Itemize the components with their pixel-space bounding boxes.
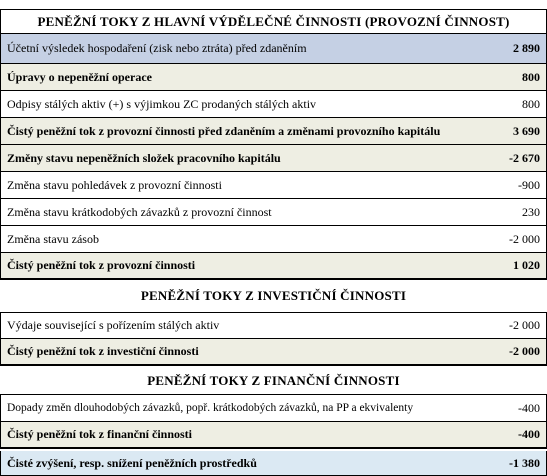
row-zmeny-pracovniho-kapitalu <box>0 145 547 172</box>
row-label: Čistý peněžní tok z investiční činnosti <box>7 344 199 358</box>
row-label: Čistý peněžní tok z provozní činnosti <box>7 258 196 272</box>
section-header-financni <box>0 367 547 394</box>
row-odpisy <box>0 91 547 118</box>
row-zmena-zavazku <box>0 199 547 226</box>
row-value: 1 020 <box>513 258 540 272</box>
section-title-provozni: PENĚŽNÍ TOKY Z HLAVNÍ VÝDĚLEČNÉ ČINNOSTI (PROVOZNÍ ČINNOST) <box>37 13 510 29</box>
row-label: Dopady změn dlouhodobých závazků, popř. krátkodobých závazků, na PP a ekvivalenty <box>7 402 414 414</box>
section-title-investicni: PENĚŽNÍ TOKY Z INVESTIČNÍ ČINNOSTI <box>140 288 407 303</box>
section-header-investicni <box>0 282 547 310</box>
row-value: -1 380 <box>509 455 540 470</box>
row-cisty-tok-provozni <box>0 253 547 280</box>
row-value: -2 000 <box>509 231 540 246</box>
row-value: -900 <box>518 177 540 192</box>
row-value: 800 <box>522 96 540 111</box>
row-value: -400 <box>518 400 540 415</box>
row-label: Výdaje související s pořízením stálých aktiv <box>7 318 220 332</box>
row-ciste-zvyseni-snizeni <box>0 451 547 476</box>
row-vysledek-hospodareni <box>0 34 547 64</box>
row-value: 800 <box>522 69 540 84</box>
row-value: -2 000 <box>509 344 540 358</box>
row-label: Změna stavu krátkodobých závazků z provozní činnost <box>7 204 272 219</box>
row-label: Změna stavu zásob <box>7 231 99 246</box>
row-label: Účetní výsledek hospodaření (zisk nebo ztráta) před zdaněním <box>7 41 307 55</box>
section-header-provozni <box>0 9 547 34</box>
row-label: Odpisy stálých aktiv (+) s výjimkou ZC prodaných stálých aktiv <box>7 96 317 111</box>
row-label: Změny stavu nepeněžních složek pracovního kapitálu <box>7 150 281 165</box>
row-value: 3 690 <box>513 123 540 138</box>
row-label: Čistý peněžní tok z finanční činnosti <box>7 427 193 441</box>
row-label: Změna stavu pohledávek z provozní činnosti <box>7 177 222 192</box>
row-cisty-tok-financni <box>0 422 547 449</box>
row-zmena-zasob <box>0 226 547 253</box>
row-label: Čistý peněžní tok z provozní činnosti před zdaněním a změnami provozního kapitálu <box>7 123 441 138</box>
row-label: Úpravy o nepeněžní operace <box>7 69 152 84</box>
row-value: -2 000 <box>509 318 540 332</box>
row-vydaje-stala-aktiva <box>0 312 547 339</box>
row-value: -2 670 <box>509 150 540 165</box>
row-cisty-tok-investicni <box>0 339 547 366</box>
row-zmena-pohledavek <box>0 172 547 199</box>
row-upravy-nepenezni <box>0 64 547 91</box>
row-value: 230 <box>522 204 540 219</box>
row-dopady-zmen-zavazku <box>0 394 547 422</box>
row-cisty-tok-pred-zdanenim <box>0 118 547 145</box>
row-value: 2 890 <box>513 41 540 55</box>
row-label: Čisté zvýšení, resp. snížení peněžních prostředků <box>7 455 257 470</box>
row-value: -400 <box>518 427 540 441</box>
section-title-financni: PENĚŽNÍ TOKY Z FINANČNÍ ČINNOSTI <box>147 372 400 388</box>
